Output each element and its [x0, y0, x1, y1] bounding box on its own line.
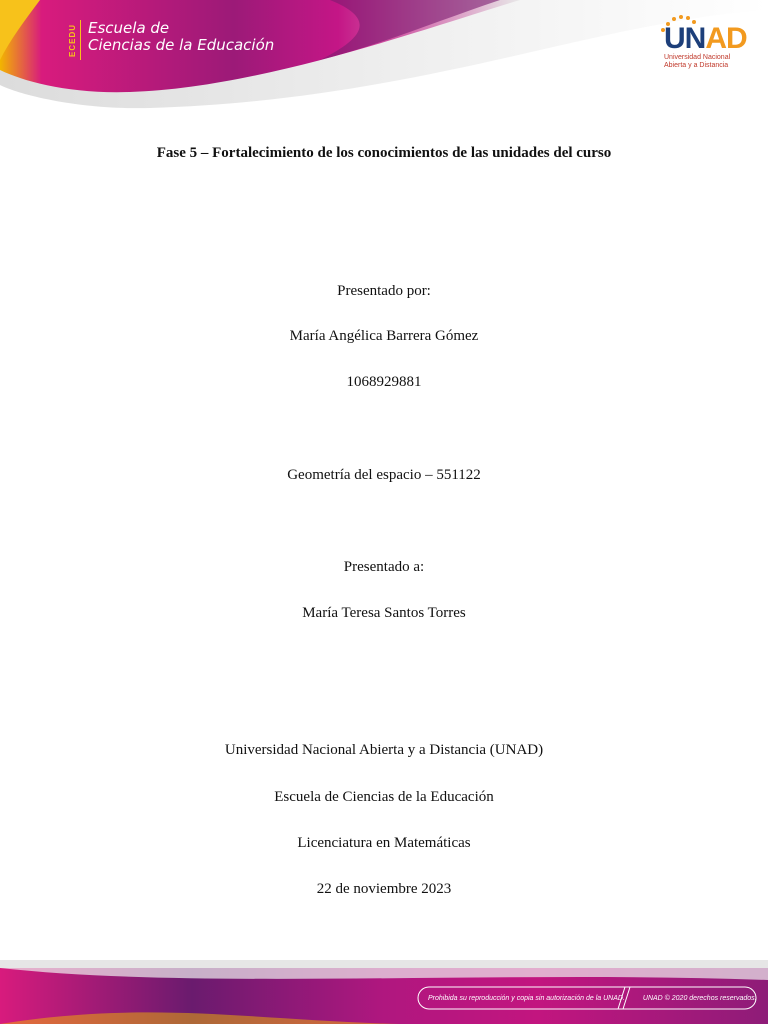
document-date: 22 de noviembre 2023: [316, 881, 452, 897]
university-name: Universidad Nacional Abierta y a Distancia (UNAD): [224, 742, 544, 758]
unad-logo-word: UNAD: [664, 22, 747, 55]
school-name: Escuela de Ciencias de la Educación: [274, 789, 494, 805]
school-divider: [80, 20, 81, 60]
footer-notice-left: Prohibida su reproducción y copia sin autorización de la UNAD.: [428, 994, 625, 1002]
footer-notice-right: UNAD © 2020 derechos reservados.: [642, 994, 757, 1002]
unad-logo-subtitle: Universidad Nacional Abierta y a Distancia: [664, 54, 731, 69]
ecedu-vertical-tag: [57, 22, 87, 58]
tutor-name: María Teresa Santos Torres: [302, 605, 466, 621]
course-name: Geometría del espacio – 551122: [287, 467, 481, 483]
author-id: 1068929881: [346, 374, 422, 390]
school-title: [88, 20, 274, 54]
footer-copyright-notice: [418, 987, 756, 1009]
header-swoosh-graphic: [0, 0, 768, 115]
school-title-line2: Ciencias de la Educación: [88, 36, 275, 54]
presented-by-label: Presentado por:: [337, 283, 431, 299]
program-name: Licenciatura en Matemáticas: [297, 835, 471, 851]
unad-logo: [656, 14, 756, 74]
ecedu-tag-text: ECEDU: [67, 23, 77, 57]
school-title-line1: Escuela de: [88, 19, 170, 37]
presented-to-label: Presentado a:: [343, 559, 425, 575]
author-name: María Angélica Barrera Gómez: [289, 328, 479, 344]
header-banner: [0, 0, 768, 115]
document-title: Fase 5 – Fortalecimiento de los conocimientos de las unidades del curso: [156, 145, 612, 161]
